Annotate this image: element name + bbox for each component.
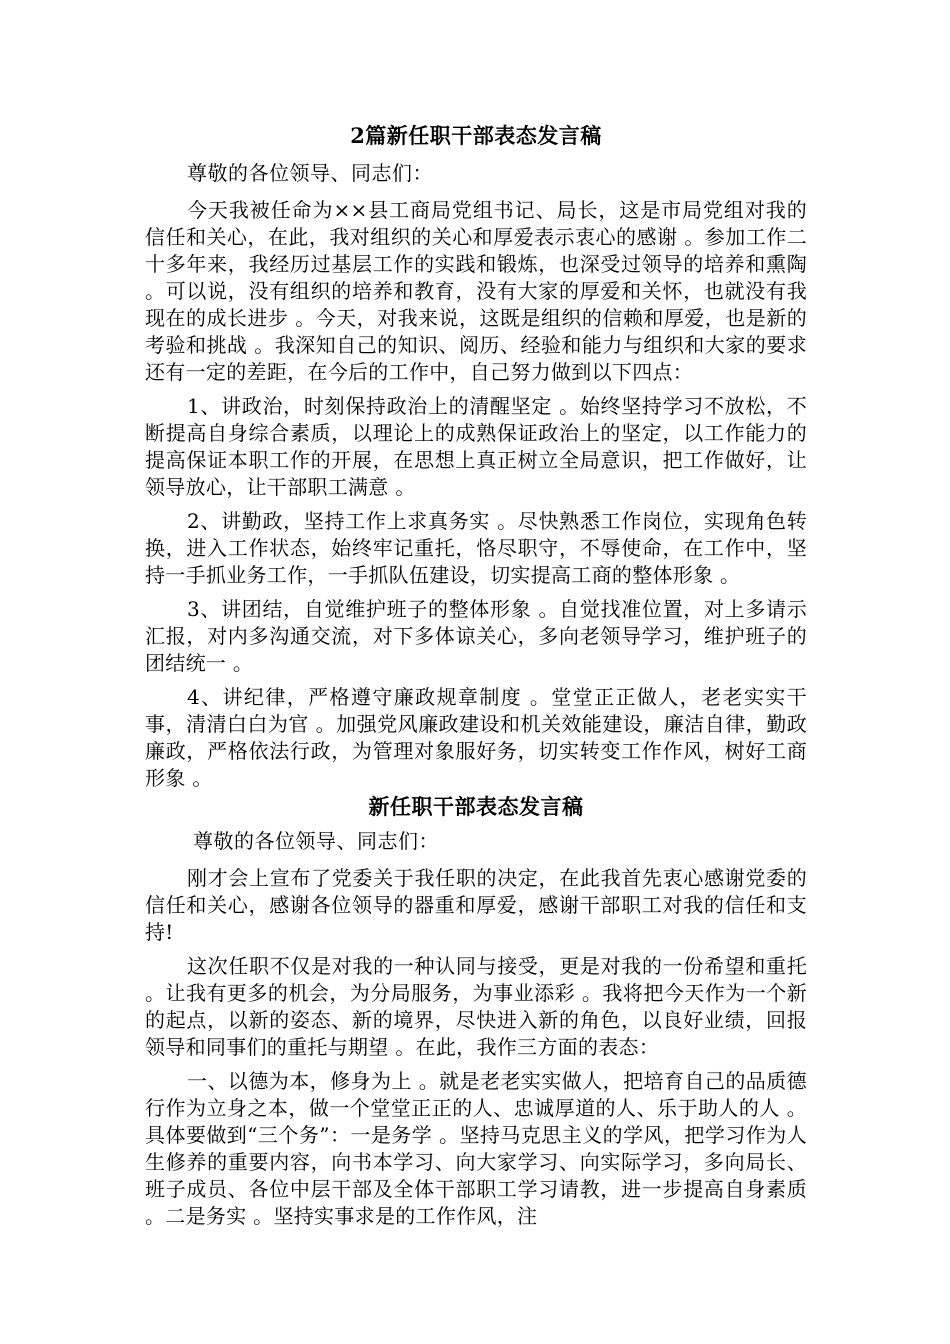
salutation: 尊敬的各位领导、同志们： <box>193 829 439 853</box>
document-title: 2篇新任职干部表态发言稿 <box>350 123 602 148</box>
section-title: 新任职干部表态发言稿 <box>368 794 584 819</box>
paragraph: 3、讲团结，自觉维护班子的整体形象 。自觉找准位置，对上多请示汇报，对内多沟通交流，对下多体谅关心，多向老领导学习，维护班子的团结统一 。 <box>145 597 807 675</box>
paragraph: 这次任职不仅是对我的一种认同与接受，更是对我的一份希望和重托 。让我有更多的机会，为分局服务，为事业添彩 。我将把今天作为一个新的起点，以新的姿态、新的境界，尽快进入新的角色，以良好业绩，回报领导和同事们的重托与期望 。在此，我作三方面的表态： <box>145 954 807 1059</box>
document-page <box>145 120 807 1237</box>
paragraph: 1、讲政治，时刻保持政治上的清醒坚定 。始终坚持学习不放松，不断提高自身综合素质，以理论上的成熟保证政治上的坚定，以工作能力的提高保证本职工作的开展，在思想上真正树立全局意识，把工作做好，让领导放心，让干部职工满意 。 <box>145 394 807 499</box>
paragraph: 一、以德为本，修身为上 。就是老老实实做人，把培育自己的品质德行作为立身之本，做一个堂堂正正的人、忠诚厚道的人、乐于助人的人 。具体要做到“三个务”：一是务学 。坚持马克思主义的学风，把学习作为人生修养的重要内容，向书本学习、向大家学习、向实际学习，多向局长、班子成员、各位中层干部及全体干部职工学习请教，进一步提高自身素质 。二是务实 。坚持实事求是的工作作风，注 <box>145 1069 807 1228</box>
paragraph: 刚才会上宣布了党委关于我任职的决定，在此我首先衷心感谢党委的信任和关心，感谢各位领导的器重和厚爱，感谢干部职工对我的信任和支持! <box>145 866 807 944</box>
paragraph: 2、讲勤政，坚持工作上求真务实 。尽快熟悉工作岗位，实现角色转换，进入工作状态，始终牢记重托，恪尽职守，不辱使命，在工作中，坚持一手抓业务工作，一手抓队伍建设，切实提高工商的整体形象 。 <box>145 509 807 587</box>
paragraph: 今天我被任命为××县工商局党组书记、局长，这是市局党组对我的信任和关心，在此，我对组织的关心和厚爱表示衷心的感谢 。参加工作二十多年来，我经历过基层工作的实践和锻炼，也深受过领导的培养和熏陶 。可以说，没有组织的培养和教育，没有大家的厚爱和关怀，也就没有我现在的成长进步 。今天，对我来说，这既是组织的信赖和厚爱，也是新的考验和挑战 。我深知自己的知识、阅历、经验和能力与组织和大家的要求还有一定的差距，在今后的工作中，自己努力做到以下四点： <box>145 198 807 384</box>
paragraph: 4、讲纪律，严格遵守廉政规章制度 。堂堂正正做人，老老实实干事，清清白白为官 。加强党风廉政建设和机关效能建设，廉洁自律，勤政廉政，严格依法行政，为管理对象服好务，切实转变工作作风，树好工商形象 。 <box>145 685 807 790</box>
salutation: 尊敬的各位领导、同志们： <box>187 161 433 185</box>
